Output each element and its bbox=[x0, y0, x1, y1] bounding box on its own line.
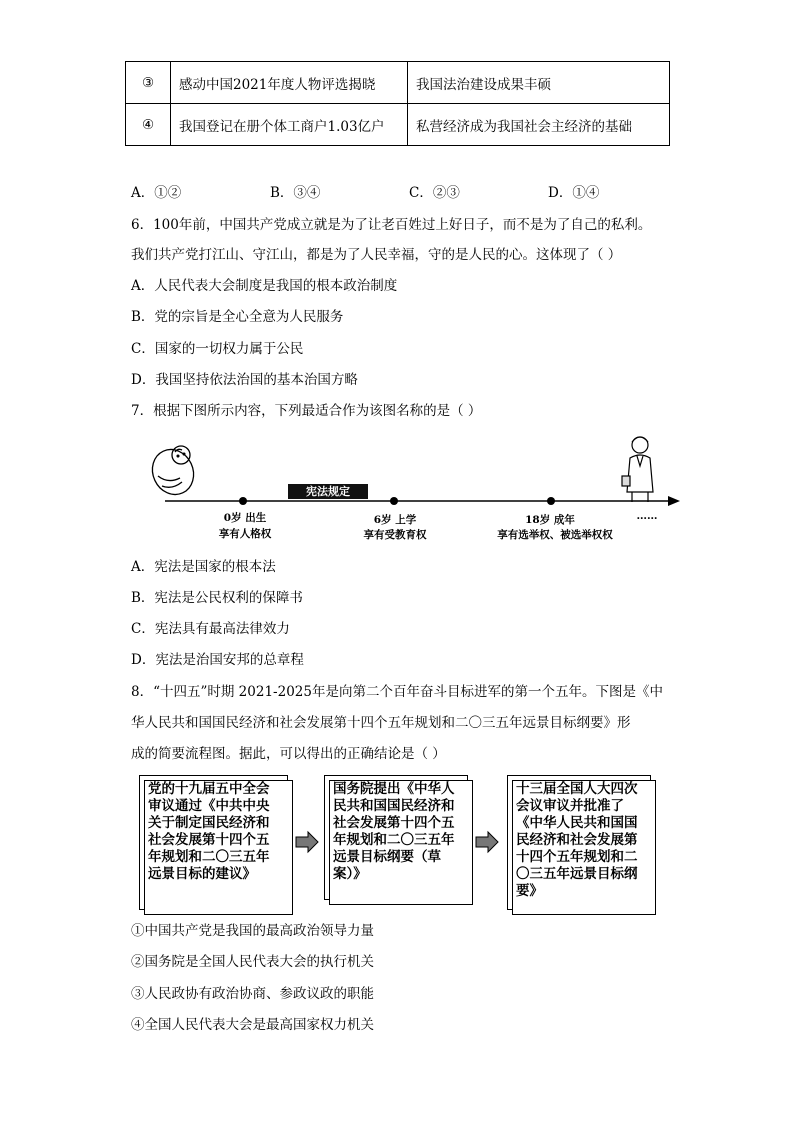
q6-option-c[interactable]: C．国家的一切权力属于公民 bbox=[131, 341, 304, 357]
row-number: ③ bbox=[126, 62, 171, 104]
flow-step-1 bbox=[139, 775, 288, 910]
timeline-right-18: 享有选举权、被选举权权 bbox=[497, 529, 613, 541]
q6-stem-line1: 6．100年前，中国共产党成立就是为了让老百姓过上好日子，而不是为了自己的私利。 bbox=[131, 217, 652, 233]
q8-statement-4: ④全国人民代表大会是最高国家权力机关 bbox=[131, 1017, 374, 1033]
q7-stem: 7．根据下图所示内容，下列最适合作为该图名称的是（ ） bbox=[131, 403, 482, 419]
q8-statement-2: ②国务院是全国人民代表大会的执行机关 bbox=[131, 954, 374, 970]
row-number: ④ bbox=[126, 104, 171, 146]
timeline-banner: 宪法规定 bbox=[288, 484, 368, 499]
q8-statement-1: ①中国共产党是我国的最高政治领导力量 bbox=[131, 923, 374, 939]
q7-option-b[interactable]: B．宪法是公民权利的保障书 bbox=[131, 590, 303, 606]
q6-option-b[interactable]: B．党的宗旨是全心全意为人民服务 bbox=[131, 309, 344, 325]
q8-stem-line1: 8．“十四五”时期 2021-2025年是向第二个百年奋斗目标进军的第一个五年。下图是《中 bbox=[131, 684, 663, 700]
q5-option-d[interactable]: D．①④ bbox=[548, 185, 600, 201]
timeline-ellipsis: …… bbox=[636, 510, 658, 522]
row-event: 感动中国2021年度人物评选揭晓 bbox=[171, 62, 408, 104]
timeline-arrowhead bbox=[668, 496, 680, 506]
timeline-point-18 bbox=[547, 497, 555, 505]
timeline-right-0: 享有人格权 bbox=[218, 528, 272, 540]
q7-option-c[interactable]: C．宪法具有最高法律效力 bbox=[131, 621, 290, 637]
baby-icon bbox=[145, 443, 201, 502]
flow-step-3-text: 十三届全国人大四次会议审议并批准了《中华人民共和国国民经济和社会发展第十四个五年规划和二〇三五年远景目标纲要》 bbox=[516, 781, 638, 899]
row-meaning: 我国法治建设成果丰硕 bbox=[408, 62, 670, 104]
q7-option-d[interactable]: D．宪法是治国安邦的总章程 bbox=[131, 652, 304, 668]
row-event: 我国登记在册个体工商户1.03亿户 bbox=[171, 104, 408, 146]
flow-arrow-icon bbox=[294, 830, 320, 854]
q5-option-b[interactable]: B．③④ bbox=[270, 185, 321, 201]
flow-step-3 bbox=[507, 775, 651, 910]
q7-option-a[interactable]: A．宪法是国家的根本法 bbox=[131, 559, 276, 575]
table-row bbox=[126, 104, 670, 146]
flow-step-2-text: 国务院提出《中华人民共和国国民经济和社会发展第十四个五年规划和二〇三五年远景目标纲要（草案）》 bbox=[333, 781, 455, 882]
timeline-figure bbox=[140, 428, 685, 518]
q5-option-c[interactable]: C．②③ bbox=[409, 185, 460, 201]
table-row bbox=[126, 62, 670, 104]
timeline-age-0: 0岁 出生 bbox=[223, 512, 267, 524]
timeline-point-6 bbox=[390, 497, 398, 505]
q5-options bbox=[0, 184, 794, 202]
q6-stem-line2: 我们共产党打江山、守江山，都是为了人民幸福，守的是人民的心。这体现了（ ） bbox=[131, 247, 622, 263]
q6-option-a[interactable]: A．人民代表大会制度是我国的根本政治制度 bbox=[131, 278, 398, 294]
q8-statement-3: ③人民政协有政治协商、参政议政的职能 bbox=[131, 986, 374, 1002]
timeline-right-6: 享有受教育权 bbox=[363, 529, 427, 541]
flow-arrow-icon bbox=[474, 830, 500, 854]
q5-option-a[interactable]: A．①② bbox=[131, 185, 182, 201]
timeline-age-18: 18岁 成年 bbox=[525, 514, 575, 526]
q8-stem-line3: 成的简要流程图。据此，可以得出的正确结论是（ ） bbox=[131, 746, 446, 762]
row-meaning: 私营经济成为我国社会主经济的基础 bbox=[408, 104, 670, 146]
timeline-age-6: 6岁 上学 bbox=[373, 514, 417, 526]
flow-step-2 bbox=[324, 775, 468, 900]
adult-icon bbox=[622, 437, 653, 502]
flow-step-1-text: 党的十九届五中全会审议通过《中共中央关于制定国民经济和社会发展第十四个五年规划和二〇三五年远景目标的建议》 bbox=[148, 781, 270, 882]
event-table bbox=[125, 61, 670, 146]
timeline-point-0 bbox=[239, 497, 247, 505]
q8-stem-line2: 华人民共和国国民经济和社会发展第十四个五年规划和二〇三五年远景目标纲要》形 bbox=[131, 715, 631, 731]
q6-option-d[interactable]: D．我国坚持依法治国的基本治国方略 bbox=[131, 372, 358, 388]
